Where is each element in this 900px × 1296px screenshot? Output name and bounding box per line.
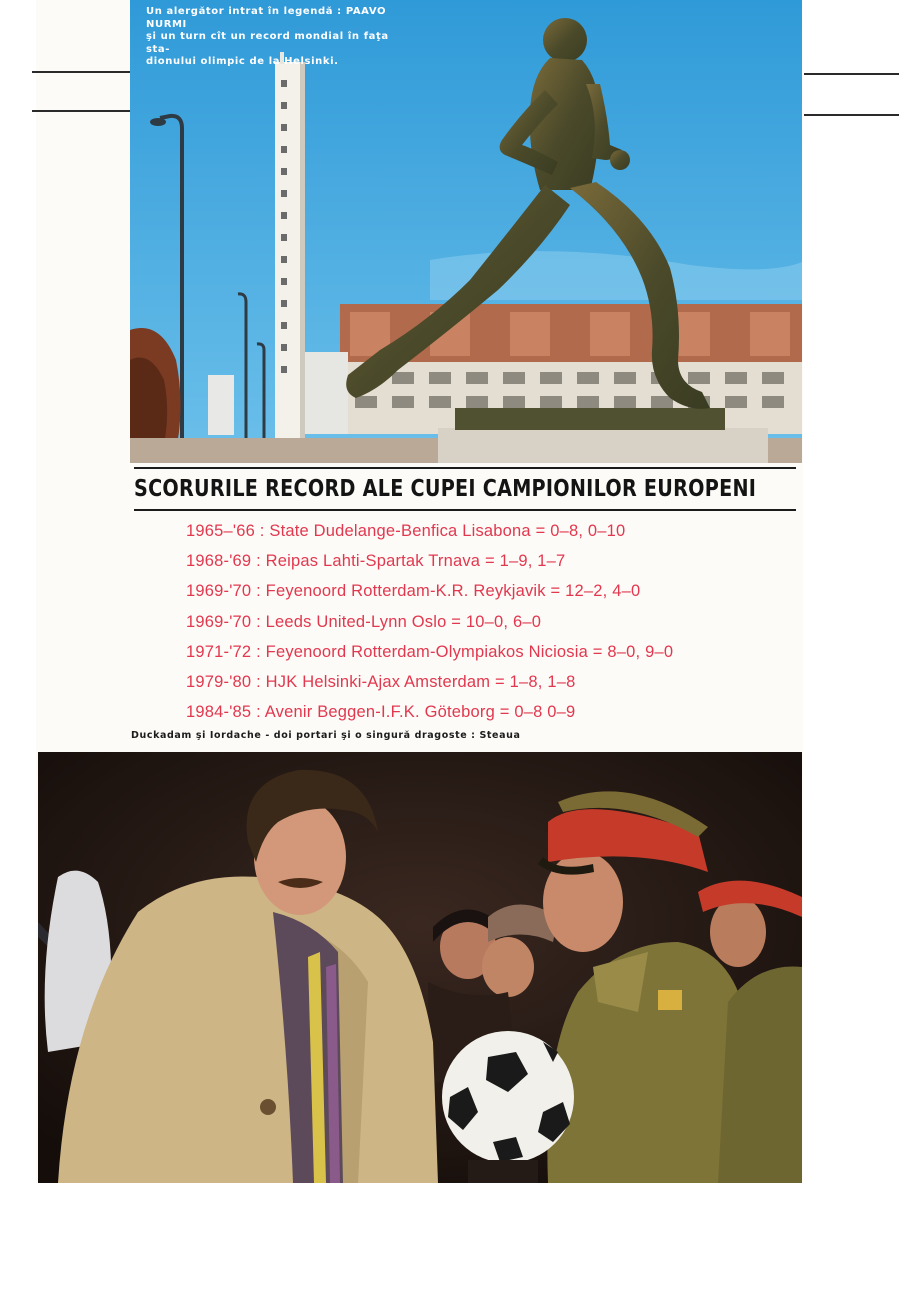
season-separator: : [251,672,266,691]
season-separator: : [255,522,270,540]
season-separator: : [251,703,265,722]
record-score: 10–0, 6–0 [465,612,542,631]
score-separator: = [588,642,608,661]
records-list [186,516,786,727]
record-score: 0–8 0–9 [514,703,576,722]
record-score: 0–8, 0–10 [550,522,626,540]
record-season: 1971-'72 [186,642,252,661]
record-season: 1979-'80 [186,672,252,691]
photo-paavo-nurmi-statue [130,0,802,463]
caption-line: şi un turn cît un record mondial în faţa sta- [146,31,389,55]
record-match: Reipas Lahti-Spartak Trnava [265,552,481,571]
record-match: Feyenoord Rotterdam-K.R. Reykjavik [265,582,546,601]
statue-illustration [130,0,802,463]
record-row [186,667,786,697]
record-row [186,516,786,546]
score-separator: = [530,522,551,540]
record-row [186,576,786,606]
season-separator: : [251,552,266,571]
score-separator: = [494,703,515,722]
bottom-photo-caption: Duckadam şi Iordache - doi portari şi o singură dragoste : Steaua [131,730,521,741]
record-score: 1–8, 1–8 [509,672,576,691]
score-separator: = [490,672,510,691]
heading-rule-top [134,467,796,469]
right-rule-top [804,73,899,75]
score-separator: = [480,552,500,571]
right-rule-bottom [804,114,899,116]
page-title: SCORURILE RECORD ALE CUPEI CAMPIONILOR EUROPENI [134,476,757,502]
heading-rule-bottom [134,509,796,511]
record-match: Leeds United-Lynn Oslo [265,612,447,631]
top-photo-caption [146,6,408,69]
score-separator: = [446,612,466,631]
record-score: 12–2, 4–0 [565,582,641,601]
record-match: Avenir Beggen-I.F.K. Göteborg [264,703,495,722]
caption-line: Un alergător intrat în legendă : PAAVO NURMI [146,6,387,30]
record-row [186,637,786,667]
caption-line: dionului olimpic de la Helsinki. [146,56,339,67]
left-rule-top [32,71,130,73]
goalkeepers-illustration [38,752,802,1183]
record-match: HJK Helsinki-Ajax Amsterdam [265,672,491,691]
record-row [186,697,786,727]
record-match: Feyenoord Rotterdam-Olympiakos Niciosia [265,642,589,661]
record-season: 1965–'66 [186,522,255,540]
score-separator: = [545,582,566,601]
record-row [186,607,786,637]
record-season: 1969-'70 [186,582,252,601]
left-rule-bottom [32,110,130,112]
season-separator: : [251,612,266,631]
record-season: 1968-'69 [186,552,252,571]
season-separator: : [251,582,266,601]
record-row [186,546,786,576]
record-match: State Dudelange-Benfica Lisabona [269,522,531,540]
photo-goalkeepers [38,752,802,1183]
record-season: 1984-'85 [186,703,252,722]
season-separator: : [251,642,266,661]
record-season: 1969-'70 [186,612,252,631]
record-score: 8–0, 9–0 [607,642,674,661]
record-score: 1–9, 1–7 [499,552,566,571]
